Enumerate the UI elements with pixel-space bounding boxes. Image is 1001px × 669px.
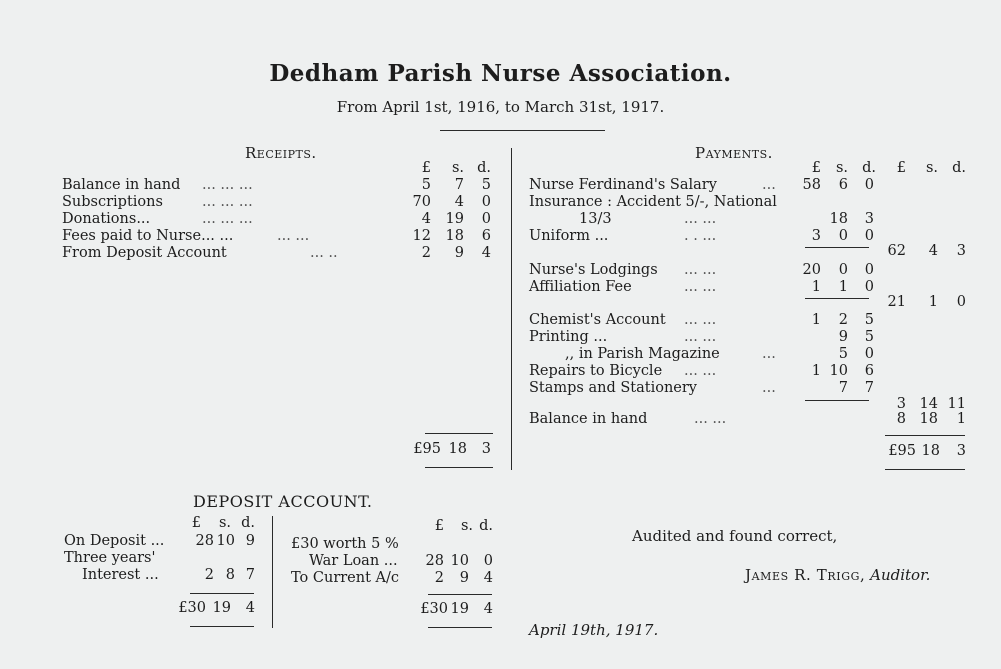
- subtotal-pounds: 3: [896, 396, 906, 412]
- pence-value: 0: [481, 194, 491, 210]
- deposit-left-total-rule-bottom: [190, 626, 254, 627]
- subtotal-pounds: 21: [887, 294, 906, 310]
- row-leader-dots: ... ...: [684, 211, 717, 227]
- row-leader-dots: ... ...: [684, 329, 717, 345]
- shillings-value: 18: [445, 228, 464, 244]
- col-header-pounds: £: [896, 160, 906, 176]
- shillings-value: 9: [459, 570, 469, 586]
- row-leader-dots: ... ... ...: [202, 211, 253, 227]
- col-header-pounds: £: [811, 160, 821, 176]
- table-row: [62, 177, 492, 194]
- pounds-value: 28: [425, 553, 444, 569]
- subtotal-row: [870, 243, 970, 260]
- table-row: [62, 211, 492, 228]
- pounds-value: 4: [421, 211, 431, 227]
- row-label: Interest ...: [82, 567, 159, 583]
- pence-value: 5: [864, 312, 874, 328]
- table-row: [529, 363, 989, 380]
- total-pence: 3: [956, 443, 966, 459]
- shillings-value: 10: [829, 363, 848, 379]
- pounds-value: 12: [412, 228, 431, 244]
- total-pence: 3: [481, 441, 491, 457]
- row-label: Balance in hand: [62, 177, 181, 193]
- row-label: Stamps and Stationery: [529, 380, 698, 396]
- row-label: To Current A/c: [291, 570, 400, 586]
- subtotal-row: [870, 294, 970, 311]
- table-row: [529, 177, 989, 194]
- row-label: From Deposit Account: [62, 245, 227, 261]
- row-label: War Loan ...: [309, 553, 398, 569]
- pounds-value: 1: [811, 363, 821, 379]
- pence-value: 0: [864, 262, 874, 278]
- row-leader-dots: . . ...: [684, 228, 717, 244]
- table-row: [529, 312, 989, 329]
- col-header-shillings: s.: [218, 515, 231, 531]
- pounds-value: 70: [412, 194, 431, 210]
- total-pounds: £95: [413, 441, 441, 457]
- row-leader-dots: ...: [762, 380, 776, 396]
- auditor-title: Auditor.: [870, 566, 931, 584]
- row-label: Nurse Ferdinand's Salary: [529, 177, 717, 193]
- shillings-value: 9: [454, 245, 464, 261]
- row-label: ,, in Parish Magazine: [565, 346, 720, 362]
- subtotal-row: [870, 411, 970, 428]
- pence-value: 4: [483, 570, 493, 586]
- table-row: [62, 245, 492, 262]
- pence-value: 0: [864, 346, 874, 362]
- shillings-value: 6: [838, 177, 848, 193]
- subtotal-rule: [805, 298, 869, 299]
- pence-value: 3: [864, 211, 874, 227]
- receipts-heading: Receipts.: [245, 144, 317, 162]
- row-label: Fees paid to Nurse... ...: [62, 228, 234, 244]
- total-shillings: 18: [921, 443, 940, 459]
- table-row: [62, 194, 492, 211]
- deposit-left-total-rule-top: [190, 593, 254, 594]
- pence-value: 5: [864, 329, 874, 345]
- pounds-value: 20: [802, 262, 821, 278]
- subtotal-shillings: 14: [919, 396, 938, 412]
- row-leader-dots: ... ...: [694, 411, 727, 427]
- col-header-shillings: s.: [460, 518, 473, 534]
- row-label: On Deposit ...: [64, 533, 165, 549]
- pounds-value: 58: [802, 177, 821, 193]
- auditor-signature: [745, 566, 930, 584]
- shillings-value: 19: [445, 211, 464, 227]
- subtotal-rule: [805, 400, 869, 401]
- auditor-name: James R. Trigg,: [745, 566, 866, 584]
- total-pounds: £30: [420, 601, 448, 617]
- row-label: Uniform ...: [529, 228, 609, 244]
- total-shillings: 19: [212, 600, 231, 616]
- pounds-value: 2: [204, 567, 214, 583]
- pence-value: 0: [483, 553, 493, 569]
- shillings-value: 1: [838, 279, 848, 295]
- shillings-value: 0: [838, 262, 848, 278]
- shillings-value: 2: [838, 312, 848, 328]
- audit-date: April 19th, 1917.: [529, 621, 659, 639]
- table-row: [64, 533, 264, 550]
- pounds-value: 5: [421, 177, 431, 193]
- subtotal-shillings: 4: [928, 243, 938, 259]
- table-row: [64, 567, 264, 584]
- col-header-pence: d.: [241, 515, 255, 531]
- table-row: [529, 262, 989, 279]
- row-label: Subscriptions: [62, 194, 163, 210]
- pounds-value: 28: [195, 533, 214, 549]
- row-leader-dots: ... ...: [277, 228, 310, 244]
- row-label: Donations...: [62, 211, 151, 227]
- payments-total-rule-top: [885, 435, 965, 436]
- title-divider: [440, 130, 605, 131]
- col-header-pounds: £: [434, 518, 444, 534]
- pounds-value: 2: [434, 570, 444, 586]
- table-row: [291, 536, 501, 553]
- row-leader-dots: ... ... ...: [202, 194, 253, 210]
- deposit-right-total-rule-bottom: [428, 627, 492, 628]
- row-leader-dots: ...: [762, 346, 776, 362]
- document-title: Dedham Parish Nurse Association.: [269, 60, 732, 87]
- audit-statement: Audited and found correct,: [632, 527, 838, 545]
- pence-value: 0: [864, 177, 874, 193]
- shillings-value: 18: [829, 211, 848, 227]
- table-row: [529, 329, 989, 346]
- subtotal-pence: 1: [956, 411, 966, 427]
- shillings-value: 8: [225, 567, 235, 583]
- pence-value: 7: [864, 380, 874, 396]
- subtotal-pence: 3: [956, 243, 966, 259]
- col-header-pence: d.: [479, 518, 493, 534]
- column-divider: [511, 148, 512, 470]
- total-shillings: 19: [450, 601, 469, 617]
- pence-value: 0: [864, 228, 874, 244]
- row-label: Chemist's Account: [529, 312, 666, 328]
- deposit-right-total-rule-top: [428, 594, 492, 595]
- pence-value: 9: [245, 533, 255, 549]
- shillings-value: 9: [838, 329, 848, 345]
- col-header-pounds: £: [191, 515, 201, 531]
- subtotal-shillings: 1: [928, 294, 938, 310]
- row-label: 13/3: [579, 211, 612, 227]
- pounds-value: 2: [421, 245, 431, 261]
- col-header-shillings: s.: [451, 160, 464, 176]
- row-label: Insurance : Accident 5/-, National: [529, 194, 777, 210]
- shillings-value: 7: [454, 177, 464, 193]
- document-subtitle: From April 1st, 1916, to March 31st, 1917.: [336, 98, 665, 116]
- shillings-value: 7: [838, 380, 848, 396]
- deposit-column-divider: [272, 516, 273, 628]
- table-row: [62, 228, 492, 245]
- total-pence: 4: [245, 600, 255, 616]
- pence-value: 6: [481, 228, 491, 244]
- row-leader-dots: ... ...: [684, 262, 717, 278]
- col-header-pounds: £: [421, 160, 431, 176]
- payments-heading: Payments.: [695, 144, 773, 162]
- col-header-pence: d.: [477, 160, 491, 176]
- payments-total-rule-bottom: [885, 469, 965, 470]
- subtotal-pence: 11: [947, 396, 966, 412]
- table-row: [529, 346, 989, 363]
- table-row: [291, 570, 501, 587]
- table-row: [64, 550, 264, 567]
- pounds-value: 3: [811, 228, 821, 244]
- row-leader-dots: ... ...: [684, 363, 717, 379]
- shillings-value: 0: [838, 228, 848, 244]
- total-pounds: £95: [888, 443, 916, 459]
- shillings-value: 10: [216, 533, 235, 549]
- row-label: £30 worth 5 %: [291, 536, 399, 552]
- row-leader-dots: ... ...: [684, 312, 717, 328]
- pence-value: 0: [864, 279, 874, 295]
- pence-value: 4: [481, 245, 491, 261]
- total-shillings: 18: [448, 441, 467, 457]
- col-header-shillings: s.: [835, 160, 848, 176]
- deposit-heading: DEPOSIT ACCOUNT.: [193, 492, 373, 511]
- table-row: [529, 211, 989, 228]
- row-leader-dots: ... ... ...: [202, 177, 253, 193]
- pounds-value: 1: [811, 279, 821, 295]
- subtotal-pounds: 62: [887, 243, 906, 259]
- col-header-shillings: s.: [925, 160, 938, 176]
- total-pence: 4: [483, 601, 493, 617]
- total-pounds: £30: [178, 600, 206, 616]
- subtotal-shillings: 18: [919, 411, 938, 427]
- subtotal-rule: [805, 247, 869, 248]
- table-row: [529, 380, 989, 397]
- row-label: Repairs to Bicycle: [529, 363, 663, 379]
- table-row: [529, 194, 989, 211]
- shillings-value: 5: [838, 346, 848, 362]
- subtotal-pence: 0: [956, 294, 966, 310]
- row-label: Nurse's Lodgings: [529, 262, 658, 278]
- shillings-value: 4: [454, 194, 464, 210]
- receipts-total-rule-bottom: [425, 467, 493, 468]
- subtotal-pounds: 8: [896, 411, 906, 427]
- pence-value: 0: [481, 211, 491, 227]
- row-label: Balance in hand: [529, 411, 648, 427]
- shillings-value: 10: [450, 553, 469, 569]
- pounds-value: 1: [811, 312, 821, 328]
- row-label: Three years': [64, 550, 156, 566]
- row-leader-dots: ... ..: [310, 245, 338, 261]
- table-row: [291, 553, 501, 570]
- row-leader-dots: ... ...: [684, 279, 717, 295]
- col-header-pence: d.: [862, 160, 876, 176]
- row-label: Printing ...: [529, 329, 608, 345]
- pence-value: 6: [864, 363, 874, 379]
- col-header-pence: d.: [952, 160, 966, 176]
- row-label: Affiliation Fee: [529, 279, 632, 295]
- pence-value: 7: [245, 567, 255, 583]
- pence-value: 5: [481, 177, 491, 193]
- row-leader-dots: ...: [762, 177, 776, 193]
- receipts-total-rule-top: [425, 433, 493, 434]
